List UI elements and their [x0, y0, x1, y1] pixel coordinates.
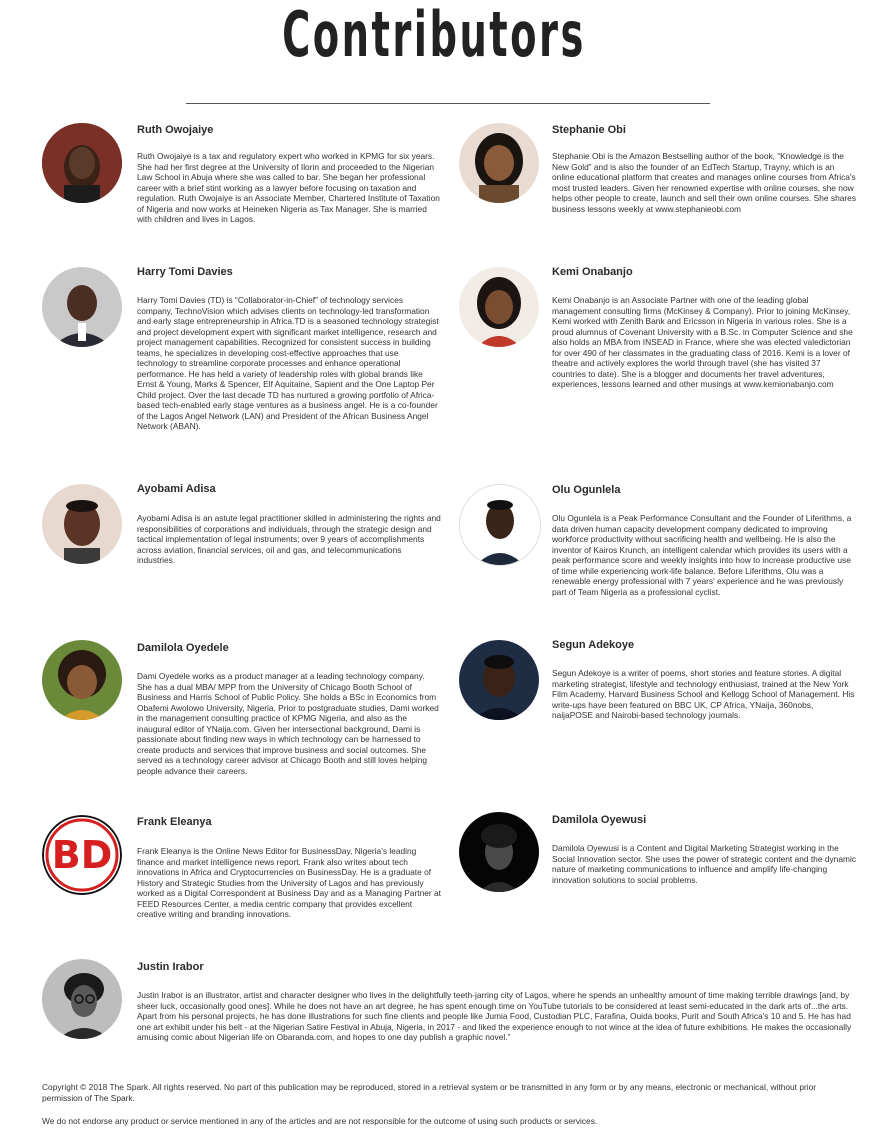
avatar	[459, 812, 539, 892]
contributor-bio: Ruth Owojaiye is a tax and regulatory expert who worked in KPMG for six years. She had her first degree at the University of Ilorin and proceeded to the Nigerian Law School in Abuja where she was called to bar. She began her professional career with a brief stint working as a lawyer before focusing on taxation and regulation. Ruth Owojaiye is an Associate Member, Chartered Institute of Taxation of Nigeria and now works at Heineken Nigeria as Tax Manager. She is married with children and lives in Lagos.	[137, 151, 440, 224]
page-title: Contributors	[282, 0, 586, 71]
avatar	[42, 123, 122, 203]
contributor-name: Damilola Oyedele	[137, 642, 229, 654]
contributor-bio: Segun Adekoye is a writer of poems, short stories and feature stories. A digital marketing strategist, lifestyle and technology enthusiast, trained at the New York Film Academy, Harvard Business School and Kellogg School of Management. His write-ups have been featured on BBC UK, CP Africa, YNaija, 360nobs, naijaPOSE and Nairobi-based technology journals.	[552, 668, 855, 720]
contributor-bio: Dami Oyedele works as a product manager at a leading technology company. She has a dual MBA/ MPP from the University of Chicago Booth School of Business and Harris School of Public Policy. She holds a BSc in Economics from Obafemi Awolowo University, Nigeria. Prior to postgraduate studies, Dami worked in the management consulting practice of KPMG Nigeria, and also as the inaugural editor of YNaija.com. Given her intersectional background, Dami is passionate about finding new ways in which technology can be harnessed to create products and services that improve business and social outcomes. She served as a technology career advisor at Chicago Booth and still loves helping people advance their careers.	[137, 671, 439, 776]
contributor-bio: Olu Ogunlela is a Peak Performance Consultant and the Founder of Liferithms, a data driven human capacity development company dedicated to improving workforce productivity without sacrificing health and wellbeing. He is also the inventor of Kairos Krunch, an intelligent calendar which provides its users with a peak performance score and weekly insights into how to increase productive use of time while experiencing work-life balance. Before Liferithms, Olu was a renewable energy professional with 7 years' experience and he was previously part of Team Nigeria as a professional cyclist.	[552, 513, 852, 597]
avatar	[42, 959, 122, 1039]
contributor-name: Ayobami Adisa	[137, 483, 216, 495]
contributor-bio: Kemi Onabanjo is an Associate Partner with one of the leading global management consulting firms (McKinsey & Company). Prior to joining McKinsey, Kemi worked with Zenith Bank and Ericsson in Nigeria in various roles. She is a proud alumnus of Covenant University with a B.Sc. in Computer Science and she also holds an MBA from INSEAD in France, where she was elected valedictorian for over 490 of her classmates in the graduating class of 2016. Kemi is a lover of theatre and actively explores the world through travel (she has visited 37 countries to date). She is a blogger and documents her travel adventures, experiences, lessons learned and other musings at www.kemionabanjo.com	[552, 295, 853, 389]
contributor-name: Ruth Owojaiye	[137, 124, 214, 136]
avatar	[459, 123, 539, 203]
contributor-name: Stephanie Obi	[552, 124, 626, 136]
contributor-bio: Harry Tomi Davies (TD) is “Collaborator-in-Chief” of technology services company, TechnoVision which advises clients on technology-led transformation and early stage entrepreneurship in Africa.TD is a seasoned technology strategist and project development expert with significant market intelligence, research and project management capabilities. Recognized for consistent success in building teams, he specializes in developing cost-effective approaches that use technology to streamline corporate processes and enhance operational performance. He has held a variety of leadership roles with global brands like Ernst & Young, Marks & Spencer, Elf Aquitaine, Sapient and the One Laptop Per Child project. Over the last decade TD has nurtured a growing portfolio of Africa-based tech-enabled early stage ventures as a business angel. He is a co-founder of the Lagos Angel Network (LAN) and President of the African Business Angel Network (ABAN).	[137, 295, 439, 431]
businessday-logo	[42, 815, 122, 895]
disclaimer-notice: We do not endorse any product or service mentioned in any of the articles and are not responsible for the outcome of using such products or services.	[42, 1116, 598, 1126]
avatar	[459, 484, 541, 566]
contributor-bio: Damilola Oyewusi is a Content and Digital Marketing Strategist working in the Social Innovation sector. She uses the power of strategic content and the dynamic nature of marketing communications to influence and amplify life-changing innovation solutions to social problems.	[552, 843, 857, 885]
contributor-bio: Frank Eleanya is the Online News Editor for BusinessDay, Nigeria's leading finance and market intelligence news report. Frank also writes about tech innovations in Africa and Cryptocurrencies on BusinessDay. He is a graduate of History and Strategic Studies from the University of Lagos and has previously worked as a Digital Correspondent at Business Day and as a Managing Partner at FEED Resources Center, a media centric company that provides excellent creative writing and branding innovations.	[137, 846, 441, 919]
contributor-name: Harry Tomi Davies	[137, 266, 233, 278]
avatar	[459, 267, 539, 347]
avatar	[459, 640, 539, 720]
avatar	[42, 267, 122, 347]
contributor-name: Justin Irabor	[137, 961, 204, 973]
avatar	[42, 484, 122, 564]
contributor-bio: Justin Irabor is an illustrator, artist and character designer who lives in the delightfully teeth-jarring city of Lagos, where he spends an unhealthy amount of time making terrible drawings [and, by sheer luck, occasionally good ones]. While he does not have an art degree, he has spent enough time on YouTube tutorials to be considered at least semi-educated in the dark arts of...the arts. Apart from his personal projects, he has done illustrations for such fine clients and people like Jumia Food, Custodian PLC, Farafina, Ouida books, Purit and South Africa's 10 and 5. He has had one art exhibit under his belt - at the Nigerian Satire Festival in Abuja, Nigeria, in 2017 - and liked the experience enough to not wince at the idea of future exhibitions. He makes the occasionally amusing comic about Nigerian life on Obaranda.com, and hopes to one day publish a graphic novel.”	[137, 990, 852, 1042]
contributor-name: Segun Adekoye	[552, 639, 635, 651]
contributor-name: Olu Ogunlela	[552, 484, 621, 496]
copyright-notice: Copyright © 2018 The Spark. All rights reserved. No part of this publication may be reproduced, stored in a retrieval system or be transmitted in any form or by any means, electronic or mechanical, without prior permission of The Spark.	[42, 1082, 817, 1103]
logo-text: BD	[51, 833, 113, 877]
contributor-bio: Ayobami Adisa is an astute legal practitioner skilled in administering the rights and responsibilities of corporations and individuals, through the strategic design and tactical implementation of legal instruments; over 9 years of accomplishments across aviation, financial services, oil and gas, and telecommunications industries.	[137, 513, 441, 565]
contributor-name: Frank Eleanya	[137, 816, 212, 828]
avatar	[42, 640, 122, 720]
contributor-name: Damilola Oyewusi	[552, 814, 647, 826]
title-divider	[186, 103, 710, 104]
contributor-bio: Stephanie Obi is the Amazon Bestselling author of the book, “Knowledge is the New Gold” and is also the founder of an EdTech Startup, Trayny, which is an online educational platform that creates and manages online courses from Africa's most trusted leaders. Given her renowned expertise with online courses, she now helps other people to create, launch and sell their own online courses. She shares business lessons weekly at www.stephanieobi.com	[552, 151, 857, 214]
contributor-name: Kemi Onabanjo	[552, 266, 633, 278]
